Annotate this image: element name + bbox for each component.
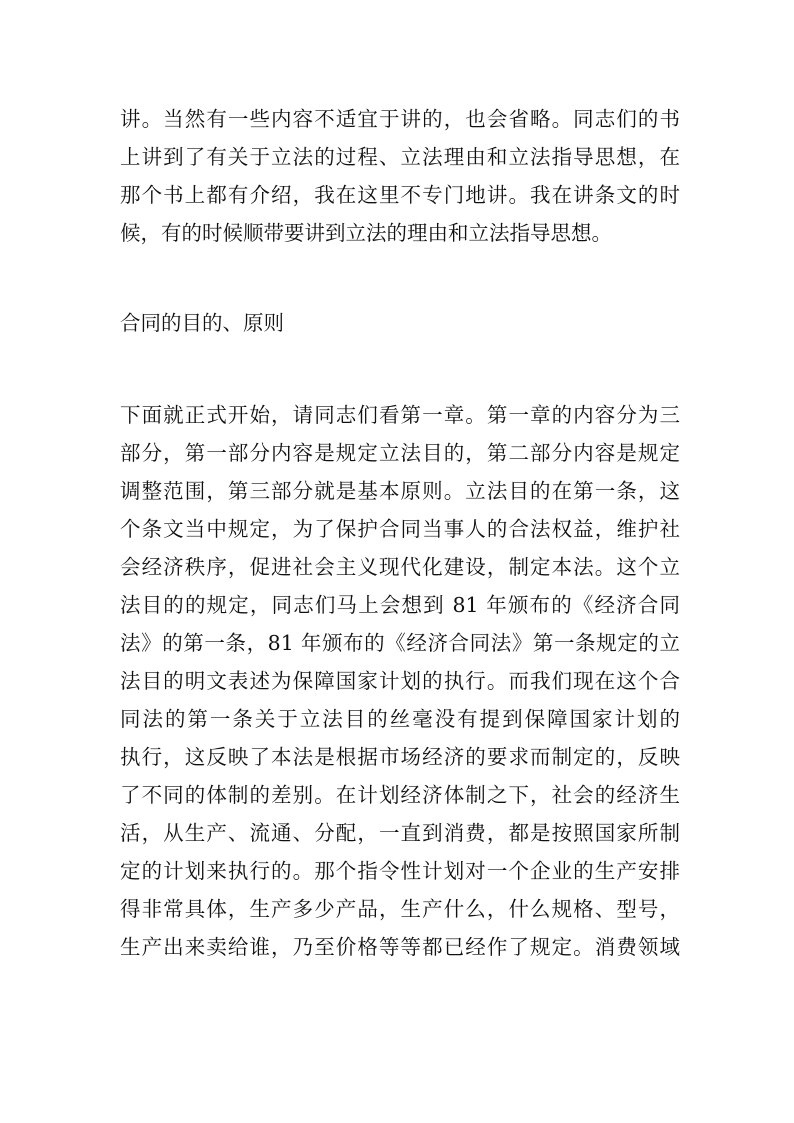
text-line: 会经济秩序，促进社会主义现代化建设，制定本法。这个立: [120, 555, 680, 579]
text-line: 定的计划来执行的。那个指令性计划对一个企业的生产安排: [120, 859, 680, 883]
text-line: 上讲到了有关于立法的过程、立法理由和立法指导思想，在: [120, 145, 680, 169]
text-line: 部分，第一部分内容是规定立法目的，第二部分内容是规定: [120, 441, 680, 465]
text-line: 候，有的时候顺带要讲到立法的理由和立法指导思想。: [120, 221, 612, 245]
text-line: 那个书上都有介绍，我在这里不专门地讲。我在讲条文的时: [120, 183, 680, 207]
text-line: 得非常具体，生产多少产品，生产什么，什么规格、型号，: [120, 897, 680, 921]
text-line: 执行，这反映了本法是根据市场经济的要求而制定的，反映: [120, 745, 680, 769]
document-page: [120, 100, 680, 966]
spacer: [120, 252, 680, 304]
text-line: 下面就正式开始，请同志们看第一章。第一章的内容分为三: [120, 403, 680, 427]
text-line: 了不同的体制的差别。在计划经济体制之下，社会的经济生: [120, 783, 680, 807]
text-line: 法目的明文表述为保障国家计划的执行。而我们现在这个合: [120, 669, 680, 693]
paragraph-body: [120, 396, 680, 966]
text-line: 活，从生产、流通、分配，一直到消费，都是按照国家所制: [120, 821, 680, 845]
spacer: [120, 342, 680, 396]
text-line: 法》的第一条，81 年颁布的《经济合同法》第一条规定的立: [120, 631, 680, 655]
paragraph-intro: [120, 100, 680, 252]
text-line: 调整范围，第三部分就是基本原则。立法目的在第一条，这: [120, 479, 680, 503]
section-heading: 合同的目的、原则: [120, 311, 284, 335]
text-line: 个条文当中规定，为了保护合同当事人的合法权益，维护社: [120, 517, 680, 541]
text-line: 同法的第一条关于立法目的丝毫没有提到保障国家计划的: [120, 707, 680, 731]
text-line: 法目的的规定，同志们马上会想到 81 年颁布的《经济合同: [120, 593, 680, 617]
text-line: 讲。当然有一些内容不适宜于讲的，也会省略。同志们的书: [120, 107, 680, 131]
text-line: 生产出来卖给谁，乃至价格等等都已经作了规定。消费领域: [120, 935, 680, 959]
